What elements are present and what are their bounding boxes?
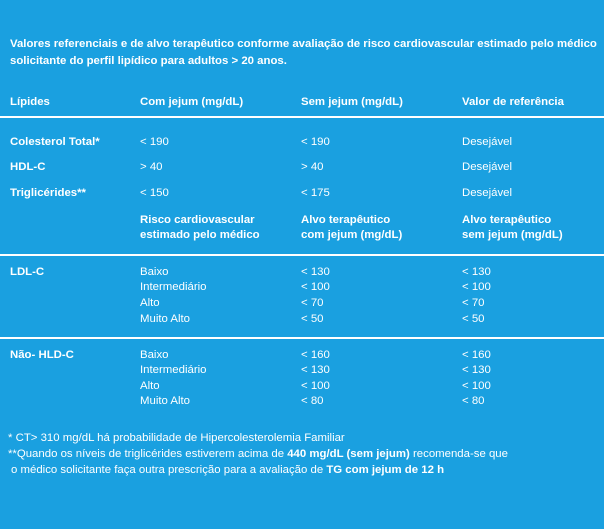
nhdl-com: < 100 bbox=[301, 380, 330, 392]
subheader-alvo-sem-line1: Alvo terapêutico bbox=[462, 214, 552, 226]
ldl-risk: Baixo bbox=[140, 266, 169, 278]
ldl-com: < 70 bbox=[301, 297, 324, 309]
subheader-alvo-sem bbox=[462, 213, 563, 243]
header-referencia: Valor de referência bbox=[462, 96, 564, 108]
footnote-tg-line2 bbox=[11, 462, 444, 479]
footnote-tg-bold: 440 mg/dL (sem jejum) bbox=[287, 448, 410, 460]
subheader-alvo-com-line2: com jejum (mg/dL) bbox=[301, 229, 403, 241]
nhdl-sem: < 130 bbox=[462, 364, 491, 376]
nhdl-com: < 160 bbox=[301, 349, 330, 361]
ldl-sem: < 130 bbox=[462, 266, 491, 278]
nhdl-sem: < 100 bbox=[462, 380, 491, 392]
nhdl-section-label: Não- HLD-C bbox=[10, 349, 74, 361]
footnote-tg2-pre: o médico solicitante faça outra prescrição para a avaliação de bbox=[11, 464, 327, 476]
header-com-jejum: Com jejum (mg/dL) bbox=[140, 96, 244, 108]
subheader-risco-line2: estimado pelo médico bbox=[140, 229, 260, 241]
footnote-tg-pre: **Quando os níveis de triglicérides estiverem acima de bbox=[8, 448, 288, 460]
row-com-jejum: < 150 bbox=[140, 187, 169, 199]
header-lipides: Lípides bbox=[10, 96, 50, 108]
nhdl-risk: Alto bbox=[140, 380, 160, 392]
ldl-sem: < 100 bbox=[462, 281, 491, 293]
nhdl-risk: Baixo bbox=[140, 349, 169, 361]
nhdl-sem: < 80 bbox=[462, 395, 485, 407]
nhdl-com: < 80 bbox=[301, 395, 324, 407]
footnote-tg-post: recomenda-se que bbox=[409, 448, 508, 460]
ldl-divider bbox=[0, 254, 604, 256]
nhdl-risk: Muito Alto bbox=[140, 395, 191, 407]
row-com-jejum: < 190 bbox=[140, 136, 169, 148]
footnote-tg bbox=[8, 446, 508, 463]
ldl-com: < 100 bbox=[301, 281, 330, 293]
ldl-risk: Muito Alto bbox=[140, 313, 191, 325]
nhdl-com: < 130 bbox=[301, 364, 330, 376]
row-sem-jejum: > 40 bbox=[301, 161, 324, 173]
ldl-risk: Intermediário bbox=[140, 281, 207, 293]
footnote-tg2-bold: TG com jejum de 12 h bbox=[326, 464, 445, 476]
row-sem-jejum: < 175 bbox=[301, 187, 330, 199]
header-divider bbox=[0, 116, 604, 118]
subheader-risco-line1: Risco cardiovascular bbox=[140, 214, 255, 226]
ldl-section-label: LDL-C bbox=[10, 266, 45, 278]
subheader-risco bbox=[140, 213, 260, 243]
subheader-alvo-sem-line2: sem jejum (mg/dL) bbox=[462, 229, 563, 241]
subheader-alvo-com-line1: Alvo terapêutico bbox=[301, 214, 391, 226]
row-sem-jejum: < 190 bbox=[301, 136, 330, 148]
table-title: Valores referenciais e de alvo terapêutico conforme avaliação de risco cardiovascular estimado pelo médico solicitante do perfil lipídico para adultos > 20 anos. bbox=[10, 38, 597, 67]
header-sem-jejum: Sem jejum (mg/dL) bbox=[301, 96, 403, 108]
row-referencia: Desejável bbox=[462, 161, 513, 173]
row-com-jejum: > 40 bbox=[140, 161, 163, 173]
row-name: Colesterol Total* bbox=[10, 136, 100, 148]
ldl-com: < 50 bbox=[301, 313, 324, 325]
nhdl-divider bbox=[0, 337, 604, 339]
footnote-ct: * CT> 310 mg/dL há probabilidade de Hipercolesterolemia Familiar bbox=[8, 432, 345, 444]
row-name: HDL-C bbox=[10, 161, 46, 173]
ldl-com: < 130 bbox=[301, 266, 330, 278]
row-name: Triglicérides** bbox=[10, 187, 86, 199]
ldl-sem: < 70 bbox=[462, 297, 485, 309]
nhdl-sem: < 160 bbox=[462, 349, 491, 361]
row-referencia: Desejável bbox=[462, 187, 513, 199]
subheader-alvo-com bbox=[301, 213, 402, 243]
row-referencia: Desejável bbox=[462, 136, 513, 148]
ldl-risk: Alto bbox=[140, 297, 160, 309]
ldl-sem: < 50 bbox=[462, 313, 485, 325]
nhdl-risk: Intermediário bbox=[140, 364, 207, 376]
